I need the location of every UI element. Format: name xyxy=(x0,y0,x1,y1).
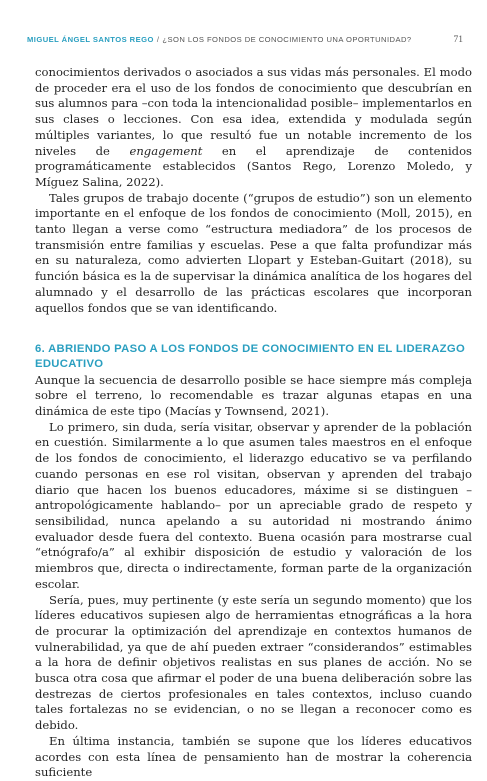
emphasized-term: engagement xyxy=(129,143,203,158)
header-author: MIGUEL ÁNGEL SANTOS REGO xyxy=(27,35,154,44)
section-number: 6. xyxy=(35,343,46,356)
body-text xyxy=(35,65,472,781)
header-running-title: ¿SON LOS FONDOS DE CONOCIMIENTO UNA OPORTUNIDAD? xyxy=(162,35,412,44)
paragraph: Aunque la secuencia de desarrollo posible se hace siempre más compleja sobre el terreno, lo recomendable es trazar algunas etapas en una dinámica de este tipo (Macías y Townsend, 2021). xyxy=(35,372,472,419)
paragraph: Tales grupos de trabajo docente (“grupos de estudio”) son un elemento importante en el enfoque de los fondos de conocimiento (Moll, 2015), en tanto llegan a verse como “estructura mediadora” de los procesos de transmisión entre familias y escuelas. Pese a que falta profundizar más en su naturaleza, como advierten Llopart y Esteban-Guitart (2018), su función básica es la de supervisar la dinámica analítica de los hogares del alumnado y el desarrollo de las prácticas escolares que incorporan aquellos fondos que se van identificando. xyxy=(35,190,472,315)
header-separator: / xyxy=(156,35,160,44)
section-title: ABRIENDO PASO A LOS FONDOS DE CONOCIMIENTO EN EL LIDERAZGO EDUCATIVO xyxy=(35,343,466,371)
paragraph: Lo primero, sin duda, sería visitar, observar y aprender de la población en cuestión. Similarmente a lo que asumen tales maestros en el enfoque de los fondos de conocimiento, el liderazgo educativo se va perfilando cuando personas en ese rol visitan, observan y aprenden del trabajo diario que hacen los buenos educadores, máxime si se distinguen –antropológicamente hablando– por un apreciable grado de respeto y sensibilidad, nunca apelando a su autoridad ni mostrando ánimo evaluador desde fuera del contexto. Buena ocasión para mostrarse cual “etnógrafo/a” al exhibir disposición de estudio y valoración de los miembros que, directa o indirectamente, forman parte de la organización escolar. xyxy=(35,419,472,591)
section-heading xyxy=(35,342,472,372)
paragraph: conocimientos derivados o asociados a sus vidas más personales. El modo de proceder era el uso de los fondos de conocimiento que descubrían en sus alumnos para –con toda la intencionalidad posible– implementarlos en sus clases o lecciones. Con esa idea, extendida y modulada según múltiples variantes, lo que resultó fue un notable incremento de los niveles de engagement en el aprendizaje de contenidos programáticamente establecidos (Santos Rego, Lorenzo Moledo, y Míguez Salina, 2022). xyxy=(35,65,473,189)
running-header xyxy=(27,35,463,47)
paragraph: En última instancia, también se supone que los líderes educativos acordes con esta línea de pensamiento han de mostrar la coherencia suficiente xyxy=(35,733,472,780)
paragraph: Sería, pues, muy pertinente (y este sería un segundo momento) que los líderes educativos supiesen algo de herramientas etnográficas a la hora de procurar la optimización del aprendizaje en contextos humanos de vulnerabilidad, ya que de ahí pueden extraer “considerandos” estimables a la hora de definir objetivos realistas en sus planes de acción. No se busca otra cosa que afirmar el poder de una buena deliberación sobre las destrezas de ciertos profesionales en tales contextos, incluso cuando tales fortalezas no se evidencian, o no se llegan a reconocer como es debido. xyxy=(35,592,472,733)
page-number: 71 xyxy=(453,35,463,45)
